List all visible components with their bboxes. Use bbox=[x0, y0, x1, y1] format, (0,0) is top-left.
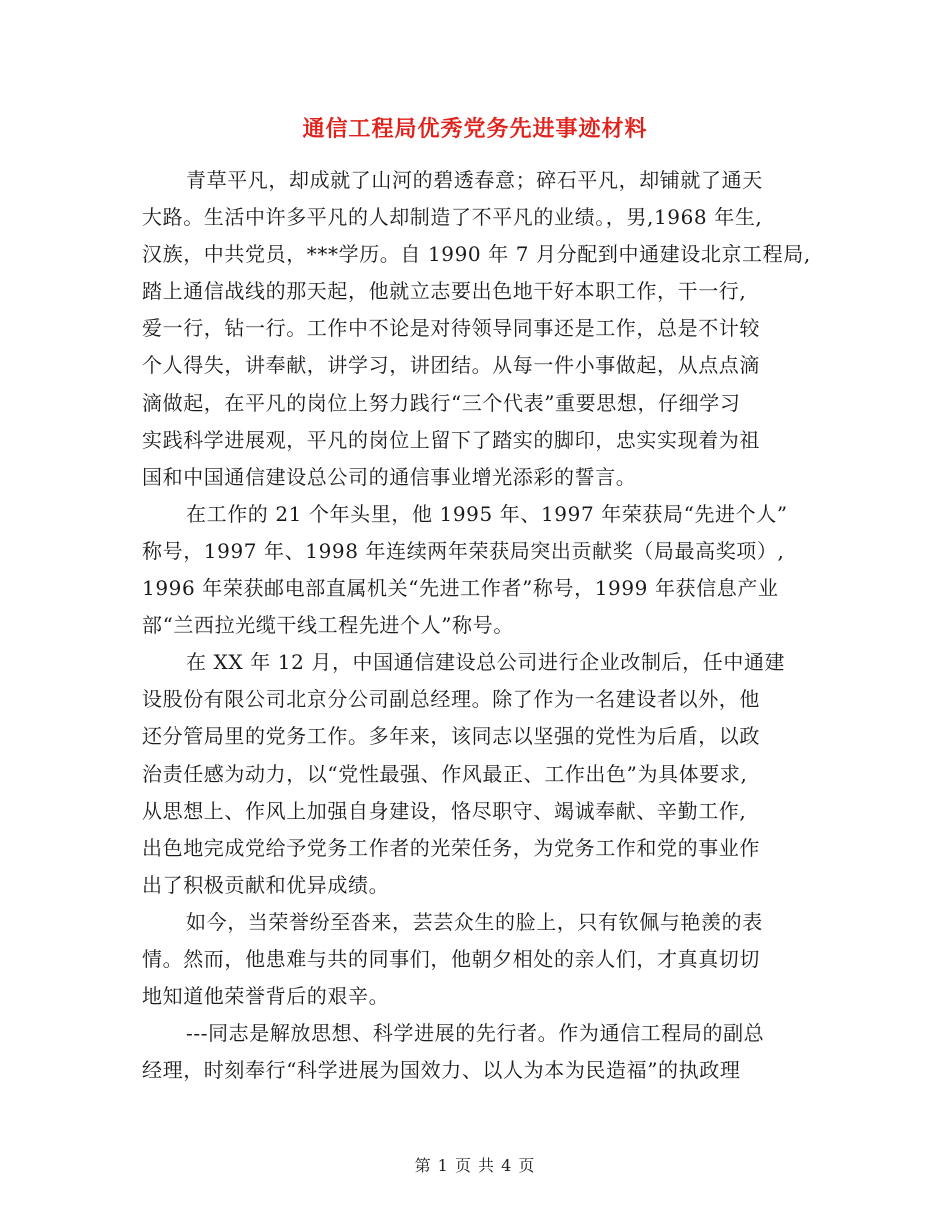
text-line: 情。然而，他患难与共的同事们，他朝夕相处的亲人们，才真真切切 bbox=[142, 946, 760, 971]
text-line: 称号，1997 年、1998 年连续两年荣获局突出贡献奖（局最高奖项）, bbox=[142, 538, 785, 563]
text-line: 地知道他荣誉背后的艰辛。 bbox=[142, 984, 390, 1009]
paragraph-5 bbox=[142, 1015, 822, 1089]
text-line: 还分管局里的党务工作。多年来，该同志以坚强的党性为后盾，以政 bbox=[142, 724, 760, 749]
paragraph-2 bbox=[142, 496, 822, 644]
text-line: 部“兰西拉光缆干线工程先进个人”称号。 bbox=[142, 613, 514, 638]
paragraph-4 bbox=[142, 904, 822, 1015]
text-line: 踏上通信战线的那天起，他就立志要出色地干好本职工作，干一行, bbox=[142, 279, 747, 304]
text-line: 出了积极贡献和优异成绩。 bbox=[142, 872, 390, 897]
text-line: 个人得失，讲奉献，讲学习，讲团结。从每一件小事做起，从点点滴 bbox=[142, 353, 760, 378]
text-line: 如今，当荣誉纷至沓来，芸芸众生的脸上，只有钦佩与艳羡的表 bbox=[186, 909, 763, 934]
paragraph-3 bbox=[142, 644, 822, 904]
text-line: 大路。生活中许多平凡的人却制造了不平凡的业绩。，男,1968 年生, bbox=[142, 205, 763, 230]
text-line: 青草平凡，却成就了山河的碧透春意；碎石平凡，却铺就了通天 bbox=[186, 168, 763, 192]
text-line: 在工作的 21 个年头里，他 1995 年、1997 年荣获局“先进个人” bbox=[186, 501, 788, 526]
text-line: 经理，时刻奉行“科学进展为国效力、以人为本为民造福”的执政理 bbox=[142, 1058, 741, 1083]
text-line: ---同志是解放思想、科学进展的先行者。作为通信工程局的副总 bbox=[186, 1021, 765, 1046]
document-body bbox=[142, 162, 822, 1089]
text-line: 1996 年荣获邮电部直属机关“先进工作者”称号，1999 年获信息产业 bbox=[142, 576, 779, 601]
text-line: 治责任感为动力，以“党性最强、作风最正、工作出色”为具体要求, bbox=[142, 761, 748, 786]
text-line: 滴做起，在平凡的岗位上努力践行“三个代表”重要思想，仔细学习 bbox=[142, 390, 741, 415]
text-line: 在 XX 年 12 月，中国通信建设总公司进行企业改制后，任中通建 bbox=[186, 650, 786, 675]
document-title: 通信工程局优秀党务先进事迹材料 bbox=[302, 116, 648, 142]
text-line: 设股份有限公司北京分公司副总经理。除了作为一名建设者以外，他 bbox=[142, 687, 760, 712]
text-line: 爱一行，钻一行。工作中不论是对待领导同事还是工作，总是不计较 bbox=[142, 316, 760, 341]
text-line: 汉族，中共党员，***学历。自 1990 年 7 月分配到中通建设北京工程局, bbox=[142, 242, 811, 267]
text-line: 国和中国通信建设总公司的通信事业增光添彩的誓言。 bbox=[142, 464, 637, 489]
text-line: 从思想上、作风上加强自身建设，恪尽职守、竭诚奉献、辛勤工作, bbox=[142, 798, 747, 823]
paragraph-1 bbox=[142, 162, 822, 496]
page-footer: 第 1 页 共 4 页 bbox=[414, 1156, 536, 1175]
text-line: 实践科学进展观，平凡的岗位上留下了踏实的脚印，忠实实现着为祖 bbox=[142, 427, 760, 452]
text-line: 出色地完成党给予党务工作者的光荣任务，为党务工作和党的事业作 bbox=[142, 835, 760, 860]
